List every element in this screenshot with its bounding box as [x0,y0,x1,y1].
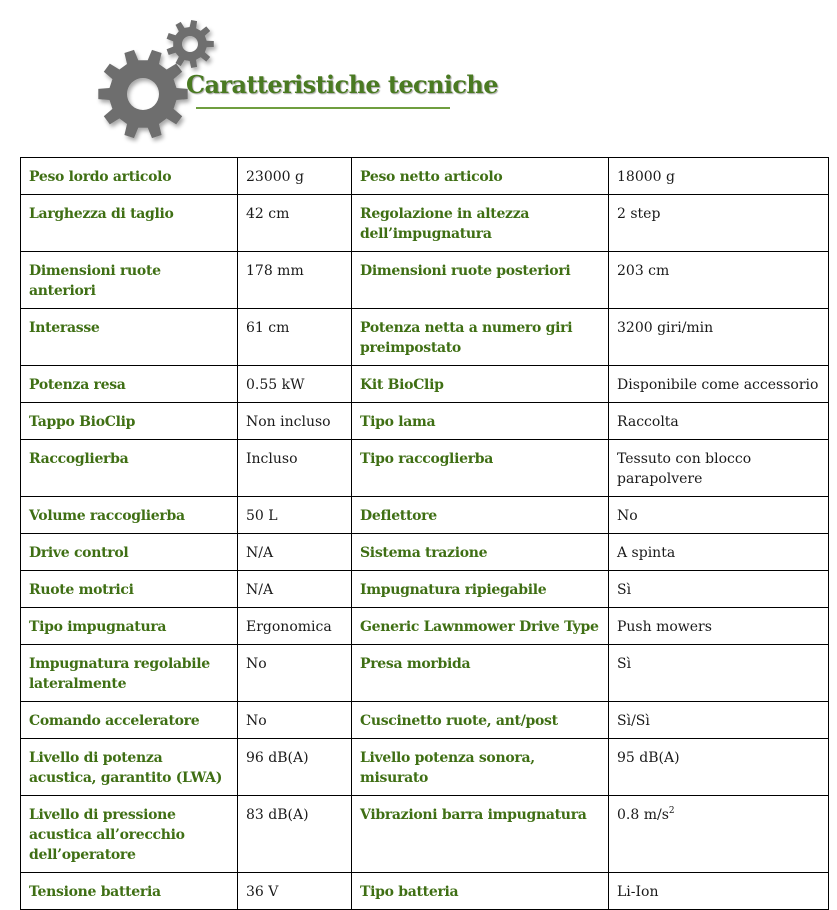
spec-value [238,873,352,910]
table-row [21,608,829,645]
spec-label [21,403,238,440]
spec-label-text: Impugnatura ripiegabile [360,582,547,598]
spec-value-text: Sì [617,582,632,598]
spec-label-text: Tipo raccoglierba [360,451,494,467]
spec-value [609,608,829,645]
spec-label [352,252,609,309]
spec-label [21,873,238,910]
spec-label-text: Livello di pressione acustica all’orecchio dell’operatore [29,807,185,863]
spec-value [238,796,352,873]
table-row [21,534,829,571]
spec-label [352,497,609,534]
spec-value-text: N/A [246,545,274,561]
table-row [21,403,829,440]
spec-value [238,571,352,608]
spec-label-text: Potenza netta a numero giri preimpostato [360,320,573,356]
spec-label-text: Sistema trazione [360,545,488,561]
spec-value-text: Raccolta [617,414,679,430]
spec-label [352,534,609,571]
spec-value [238,739,352,796]
spec-label [21,497,238,534]
spec-label [352,873,609,910]
spec-value [609,571,829,608]
spec-label-text: Kit BioClip [360,377,444,393]
spec-value [609,403,829,440]
table-row [21,739,829,796]
spec-label [352,195,609,252]
spec-label-text: Tipo batteria [360,884,459,900]
spec-value [238,309,352,366]
spec-label [352,608,609,645]
spec-label [352,366,609,403]
spec-label-text: Ruote motrici [29,582,134,598]
spec-label [21,571,238,608]
specs-table [20,157,829,910]
spec-label [21,252,238,309]
header [0,0,837,150]
spec-value [609,366,829,403]
spec-label-text: Drive control [29,545,129,561]
spec-value-text: Li-Ion [617,884,659,900]
spec-value-text: 23000 g [246,169,304,185]
spec-value-text: 0.8 m/s [617,807,669,823]
spec-value [238,497,352,534]
spec-label [21,739,238,796]
spec-value-text: 18000 g [617,169,675,185]
spec-label [21,195,238,252]
table-row [21,158,829,195]
spec-value-text: No [617,508,638,524]
spec-value [238,608,352,645]
large-gear-icon [98,50,187,138]
table-row [21,497,829,534]
spec-label [352,645,609,702]
spec-value-text: 3200 giri/min [617,320,714,336]
spec-label-text: Tensione batteria [29,884,161,900]
spec-value [238,534,352,571]
spec-label-text: Livello potenza sonora, misurato [360,750,535,786]
table-row [21,440,829,497]
spec-value-text: 50 L [246,508,278,524]
spec-label [352,571,609,608]
spec-label-text: Dimensioni ruote posteriori [360,263,571,279]
table-row [21,571,829,608]
spec-value-text: 96 dB(A) [246,750,309,766]
spec-value [609,534,829,571]
spec-label-text: Tipo impugnatura [29,619,167,635]
spec-label [352,702,609,739]
spec-value [609,252,829,309]
small-gear-icon [167,20,214,68]
spec-label [21,440,238,497]
spec-label-text: Peso lordo articolo [29,169,172,185]
spec-value-text: 42 cm [246,206,290,222]
spec-value [238,702,352,739]
table-row [21,645,829,702]
page-title: Caratteristiche tecniche [186,70,498,99]
spec-label-text: Volume raccoglierba [29,508,185,524]
spec-label [21,796,238,873]
spec-value [238,366,352,403]
spec-value-text: N/A [246,582,274,598]
spec-label [352,309,609,366]
spec-value [609,440,829,497]
spec-label-text: Tappo BioClip [29,414,136,430]
spec-label [352,158,609,195]
spec-value-text: 0.55 kW [246,377,305,393]
table-row [21,873,829,910]
spec-value [609,739,829,796]
table-row [21,702,829,739]
spec-value [238,440,352,497]
spec-value-text: 95 dB(A) [617,750,680,766]
spec-value [238,195,352,252]
spec-label [21,534,238,571]
unit-exponent: 2 [668,806,675,816]
spec-label [21,366,238,403]
table-row [21,366,829,403]
spec-label-text: Generic Lawnmower Drive Type [360,619,599,635]
spec-label-text: Raccoglierba [29,451,129,467]
spec-value [609,309,829,366]
spec-label-text: Interasse [29,320,100,336]
spec-value [609,158,829,195]
spec-label [352,440,609,497]
spec-value [238,158,352,195]
spec-value [609,702,829,739]
table-row [21,252,829,309]
spec-value [238,645,352,702]
spec-label-text: Larghezza di taglio [29,206,174,222]
spec-value-text: Sì/Sì [617,713,650,729]
spec-label-text: Potenza resa [29,377,126,393]
spec-label-text: Deflettore [360,508,437,524]
table-row [21,195,829,252]
spec-value [609,195,829,252]
spec-value-text: Tessuto con blocco parapolvere [617,451,752,487]
table-row [21,796,829,873]
spec-value [609,497,829,534]
spec-value [238,403,352,440]
spec-value-text: 36 V [246,884,279,900]
spec-label-text: Comando acceleratore [29,713,200,729]
spec-value-text: 61 cm [246,320,290,336]
spec-label [21,702,238,739]
spec-value-text: 178 mm [246,263,304,279]
title-underline [196,107,450,109]
spec-value-text: Disponibile come accessorio [617,377,819,393]
spec-value-text: Non incluso [246,414,331,430]
spec-value [609,796,829,873]
spec-label-text: Vibrazioni barra impugnatura [360,807,587,823]
spec-label [21,608,238,645]
spec-value [609,873,829,910]
spec-value-text: 2 step [617,206,661,222]
spec-value-text: A spinta [617,545,676,561]
spec-label [352,796,609,873]
spec-value-text: 83 dB(A) [246,807,309,823]
spec-value [609,645,829,702]
spec-label-text: Dimensioni ruote anteriori [29,263,161,299]
spec-label [21,645,238,702]
spec-label-text: Tipo lama [360,414,436,430]
spec-label-text: Presa morbida [360,656,471,672]
table-row [21,309,829,366]
spec-value-text: 203 cm [617,263,670,279]
spec-value-text: No [246,656,267,672]
spec-value-text: Ergonomica [246,619,332,635]
spec-label [21,158,238,195]
spec-value-text: Push mowers [617,619,712,635]
spec-label [352,739,609,796]
spec-label-text: Cuscinetto ruote, ant/post [360,713,558,729]
spec-label [21,309,238,366]
spec-label-text: Peso netto articolo [360,169,503,185]
spec-label-text: Livello di potenza acustica, garantito (LWA) [29,750,223,786]
spec-label [352,403,609,440]
spec-value-text: No [246,713,267,729]
spec-label-text: Regolazione in altezza dell’impugnatura [360,206,530,242]
spec-label-text: Impugnatura regolabile lateralmente [29,656,210,692]
spec-value [238,252,352,309]
spec-value-text: Sì [617,656,632,672]
spec-value-text: Incluso [246,451,298,467]
